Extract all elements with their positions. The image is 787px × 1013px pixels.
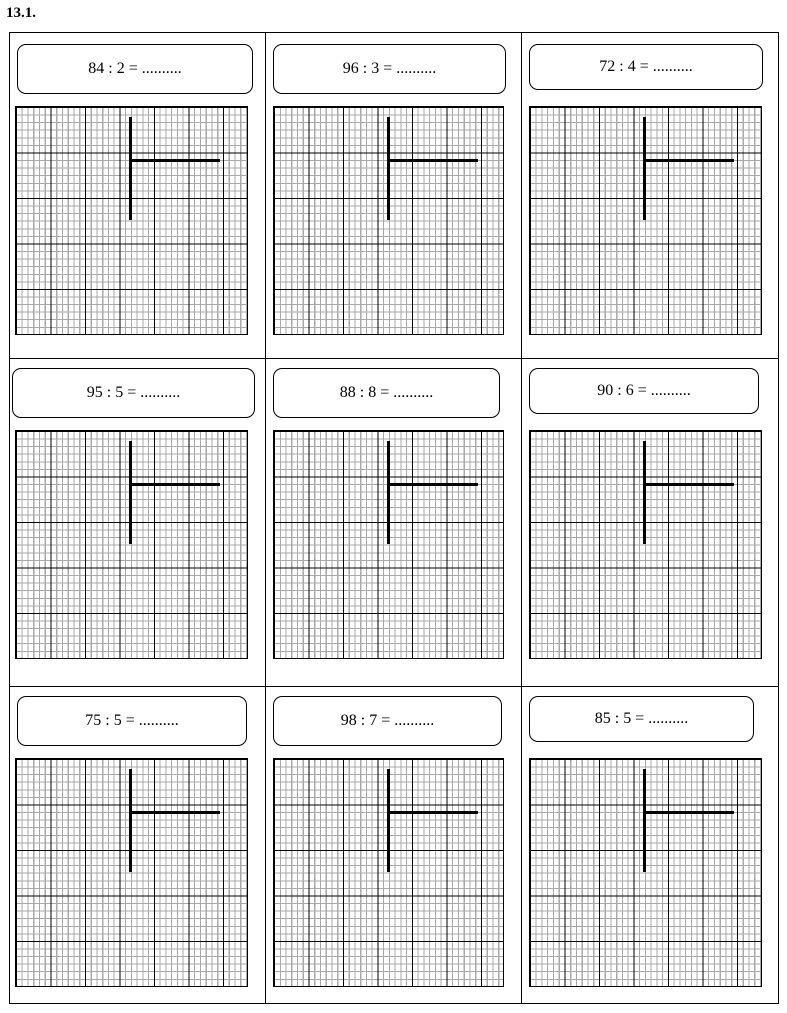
- problem-text: 95 : 5 = ..........: [86, 384, 181, 401]
- problem-text: 96 : 3 = ..........: [342, 60, 437, 77]
- column-divider: [521, 33, 522, 1003]
- problem-box: [273, 44, 506, 94]
- division-bracket-horizontal: [387, 483, 478, 486]
- division-bracket-horizontal: [387, 811, 478, 814]
- problem-box: [529, 368, 759, 414]
- division-bracket-horizontal: [643, 811, 734, 814]
- division-bracket-horizontal: [643, 159, 734, 162]
- problem-text: 90 : 6 = ..........: [597, 382, 691, 399]
- division-grid[interactable]: [273, 106, 504, 335]
- division-grid[interactable]: [273, 430, 504, 659]
- division-bracket-horizontal: [129, 811, 220, 814]
- division-bracket-horizontal: [387, 159, 478, 162]
- division-bracket-vertical: [387, 441, 390, 544]
- division-bracket-horizontal: [129, 483, 220, 486]
- row-divider: [10, 686, 778, 687]
- problem-text: 88 : 8 = ..........: [339, 384, 434, 401]
- division-grid[interactable]: [15, 430, 248, 659]
- division-grid[interactable]: [15, 758, 248, 987]
- worksheet-table: [9, 32, 779, 1004]
- problem-box: [17, 44, 253, 94]
- division-grid[interactable]: [529, 430, 762, 659]
- problem-text: 84 : 2 = ..........: [88, 60, 182, 77]
- division-bracket-vertical: [129, 769, 132, 872]
- division-bracket-vertical: [129, 441, 132, 544]
- division-bracket-vertical: [643, 441, 646, 544]
- division-bracket-vertical: [387, 117, 390, 220]
- problem-text: 72 : 4 = ..........: [599, 58, 693, 75]
- row-divider: [10, 358, 778, 359]
- problem-box: [529, 44, 763, 90]
- problem-box: [529, 696, 754, 742]
- exercise-heading: 13.1.: [6, 5, 36, 21]
- problem-box: [273, 696, 502, 746]
- division-bracket-vertical: [643, 117, 646, 220]
- problem-text: 75 : 5 = ..........: [85, 712, 179, 729]
- division-bracket-vertical: [387, 769, 390, 872]
- division-bracket-vertical: [643, 769, 646, 872]
- problem-text: 85 : 5 = ..........: [594, 710, 689, 727]
- division-grid[interactable]: [273, 758, 504, 987]
- division-grid[interactable]: [529, 106, 762, 335]
- division-grid[interactable]: [15, 106, 248, 335]
- problem-box: [17, 696, 247, 746]
- division-bracket-horizontal: [129, 159, 220, 162]
- problem-box: [273, 368, 500, 418]
- division-bracket-vertical: [129, 117, 132, 220]
- column-divider: [265, 33, 266, 1003]
- division-bracket-horizontal: [643, 483, 734, 486]
- problem-text: 98 : 7 = ..........: [340, 712, 435, 729]
- division-grid[interactable]: [529, 758, 762, 987]
- problem-box: [12, 368, 255, 418]
